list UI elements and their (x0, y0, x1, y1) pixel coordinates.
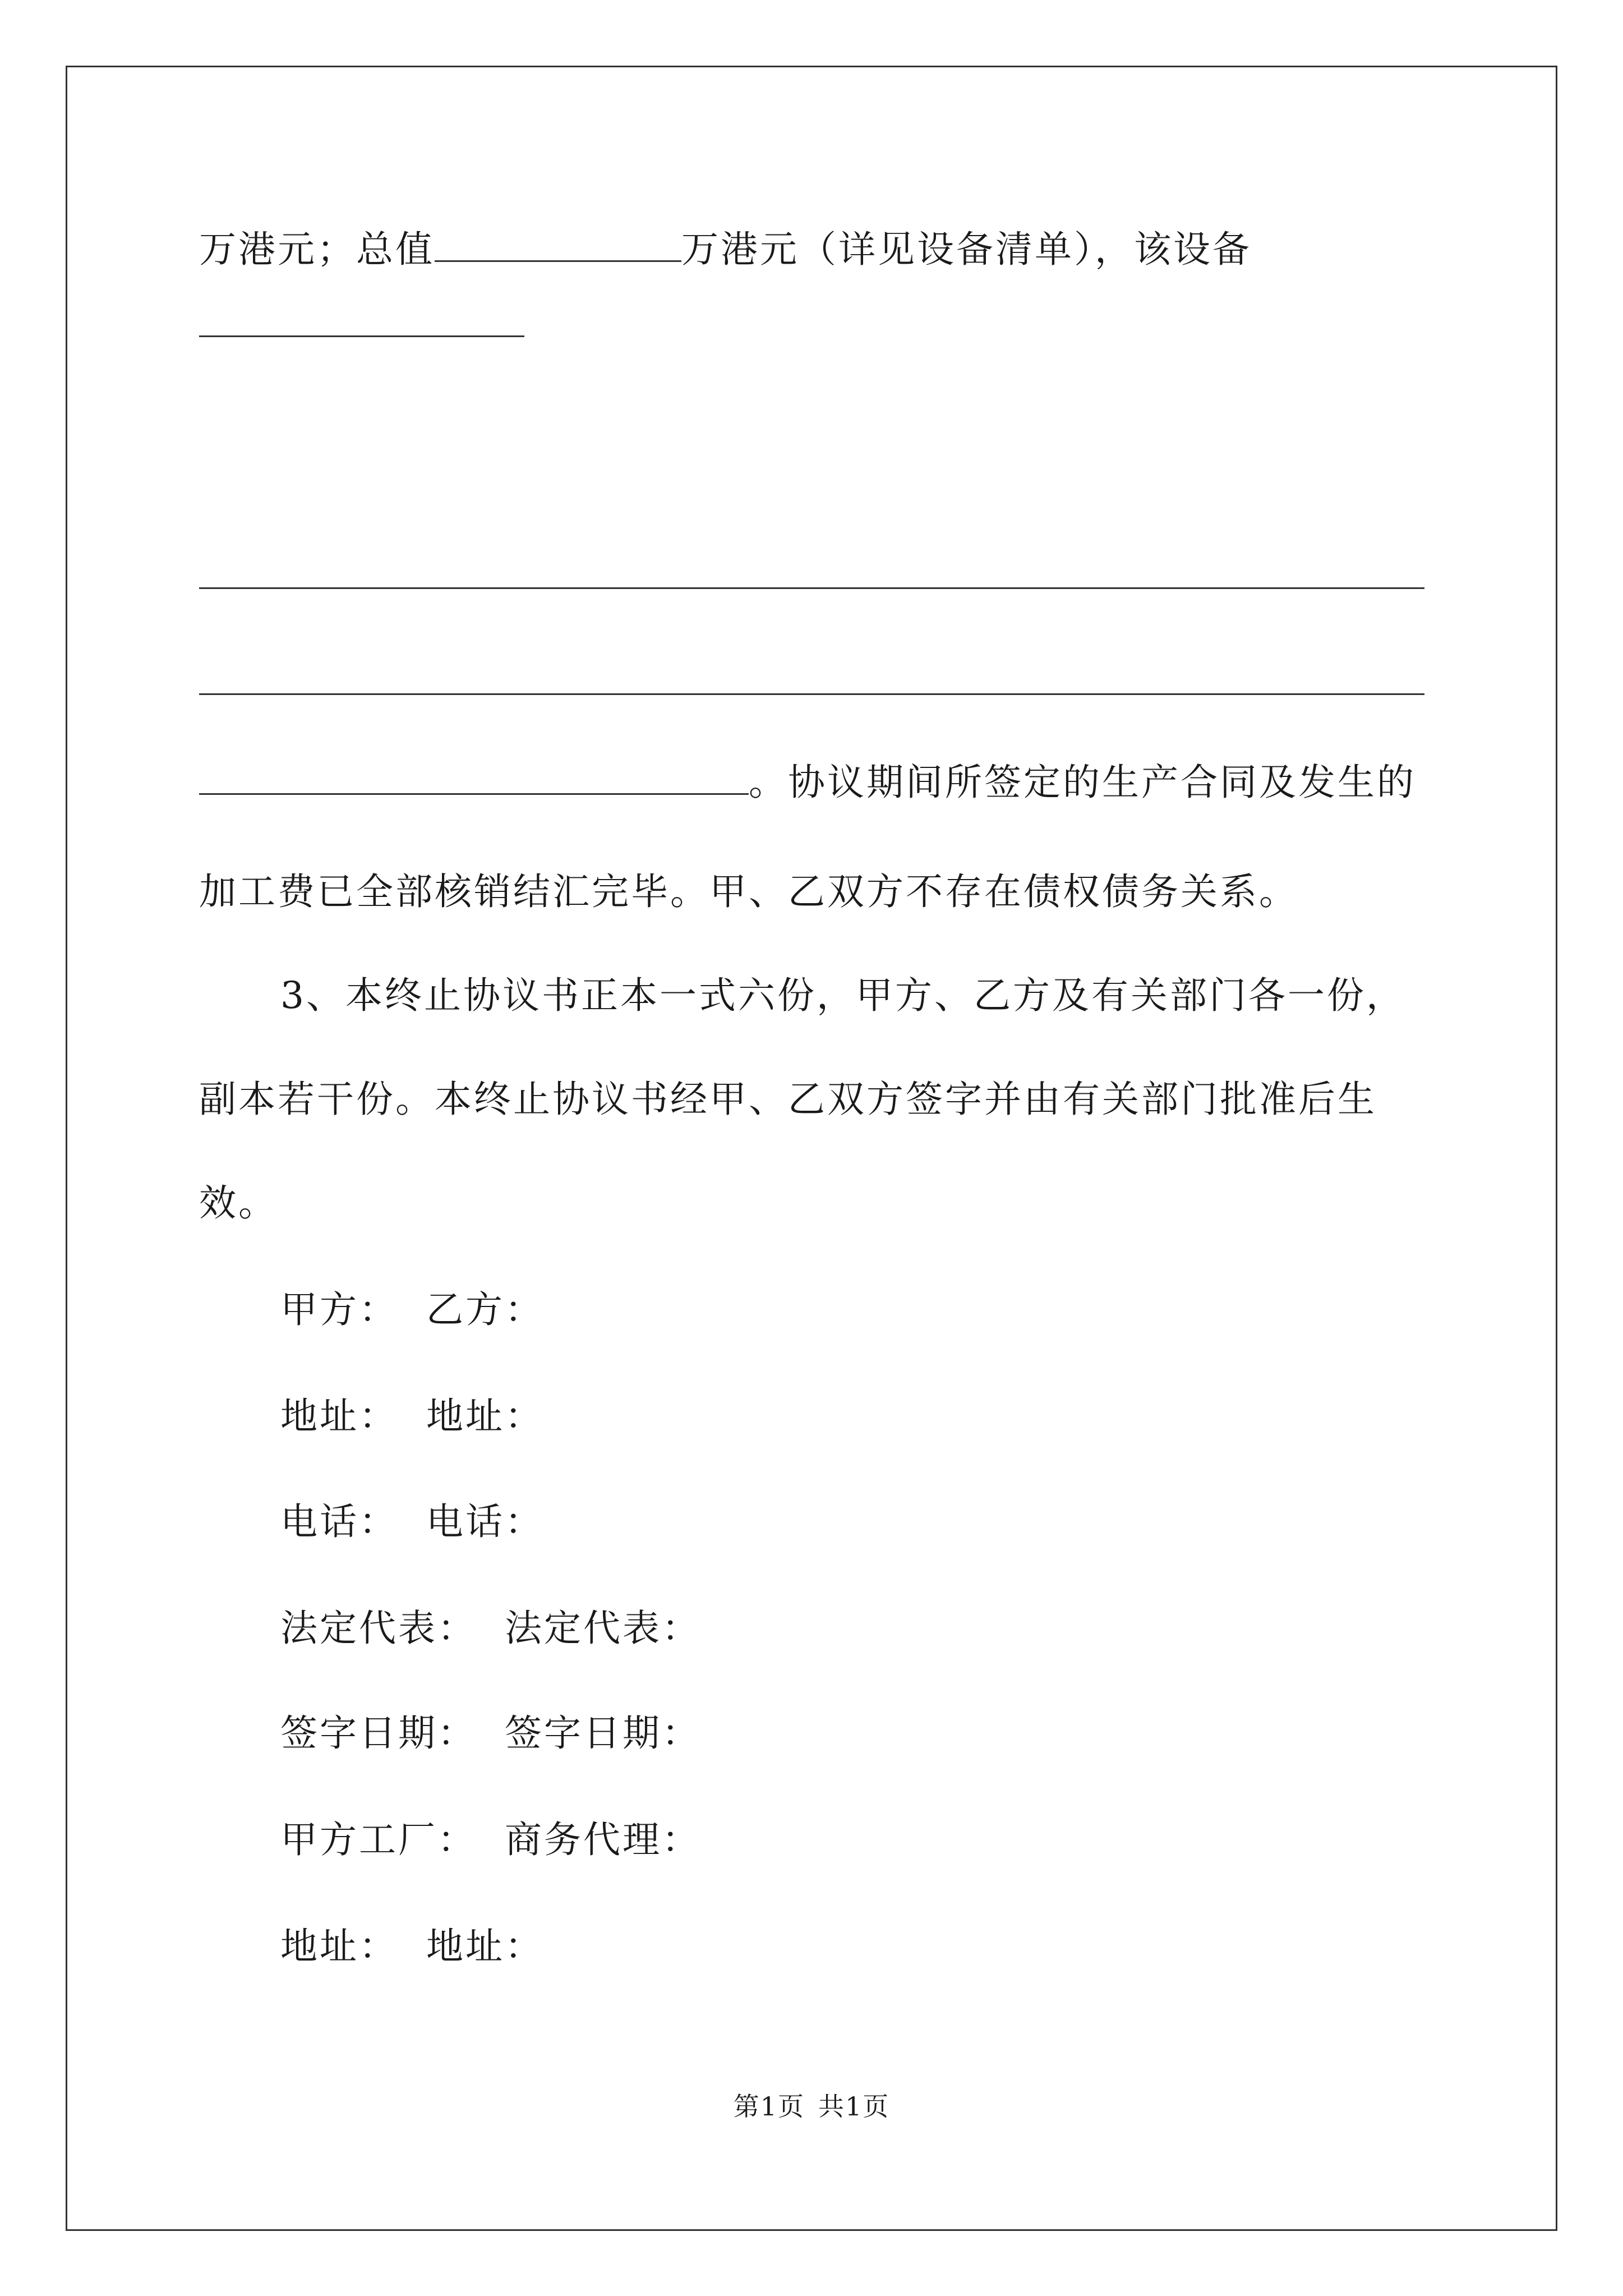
party-b-field-label: 商务代理： (504, 1818, 701, 1861)
fill-blank-total (435, 227, 681, 262)
text-segment: 。协议期间所签定的生产合同及发生的 (749, 761, 1416, 804)
text-line-5 (199, 757, 1416, 808)
fill-blank-equipment (199, 335, 524, 337)
fill-blank-line (199, 693, 1424, 695)
fill-blank-line (199, 760, 749, 795)
text-segment: 万港元；总值 (199, 228, 435, 271)
signature-row (280, 1497, 544, 1547)
signature-row (280, 1921, 544, 1972)
clause-3-line-3: 效。 (199, 1181, 278, 1225)
signature-row (280, 1391, 544, 1442)
party-a-field-label: 甲方： (280, 1288, 398, 1331)
party-a-field-label: 地址： (280, 1925, 398, 1968)
party-a-field-label: 地址： (280, 1395, 398, 1438)
party-b-field-label: 签字日期： (504, 1711, 701, 1755)
party-b-field-label: 法定代表： (504, 1607, 701, 1650)
signature-row (280, 1603, 701, 1654)
page-total: 共1页 (818, 2091, 890, 2122)
signature-row (280, 1708, 701, 1759)
page-number: 第1页 (733, 2091, 805, 2122)
party-b-field-label: 地址： (426, 1395, 544, 1438)
party-a-field-label: 甲方工厂： (280, 1818, 477, 1861)
page-footer (0, 2090, 1623, 2123)
text-segment: 万港元（详见设备清单），该设备 (681, 228, 1252, 271)
signature-row (280, 1815, 701, 1865)
fill-blank-line (199, 587, 1424, 589)
text-line-1 (199, 224, 1252, 275)
party-b-field-label: 地址： (426, 1925, 544, 1968)
party-a-field-label: 签字日期： (280, 1711, 477, 1755)
party-a-field-label: 电话： (280, 1500, 398, 1543)
signature-row (280, 1285, 544, 1335)
party-b-field-label: 乙方： (426, 1288, 544, 1331)
clause-3-line-1: 3、本终止协议书正本一式六份，甲方、乙方及有关部门各一份， (280, 974, 1405, 1017)
party-b-field-label: 电话： (426, 1500, 544, 1543)
text-line-6: 加工费已全部核销结汇完毕。甲、乙双方不存在债权债务关系。 (199, 870, 1298, 913)
party-a-field-label: 法定代表： (280, 1607, 477, 1650)
clause-3-line-2: 副本若干份。本终止协议书经甲、乙双方签字并由有关部门批准后生 (199, 1078, 1377, 1121)
page-border (66, 66, 1557, 2231)
